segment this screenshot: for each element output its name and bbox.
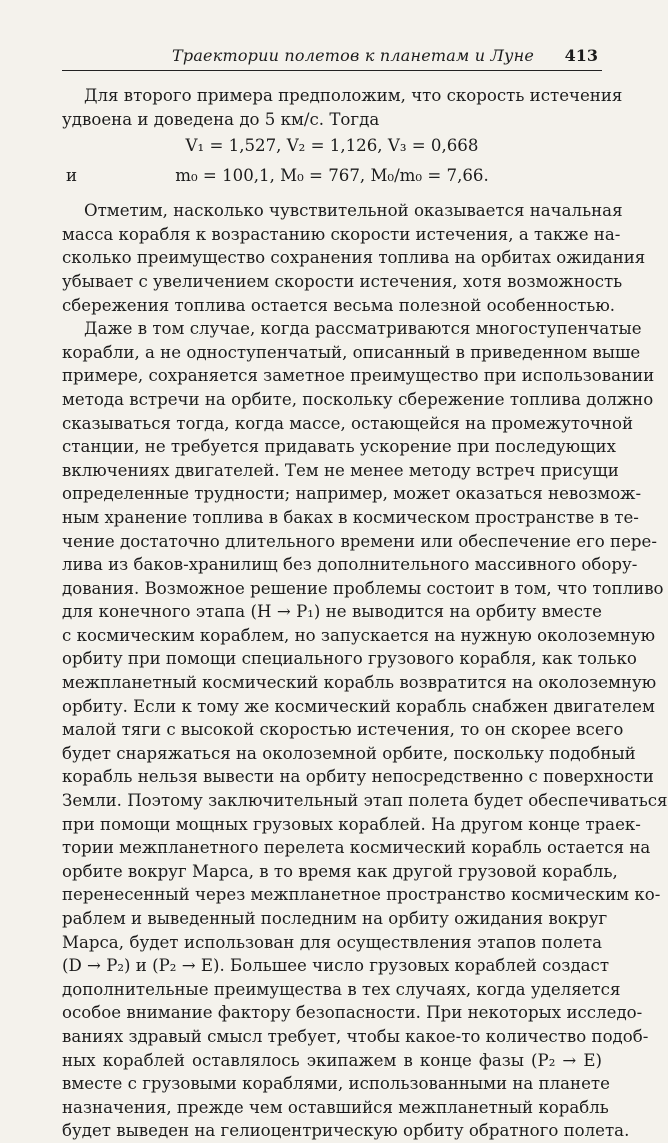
text-line: корабль нельзя вывести на орбиту непосредственно с поверхности (62, 767, 654, 787)
conjunction: и (66, 166, 78, 186)
header-rule (62, 70, 602, 71)
formula-text: V₁ = 1,527, V₂ = 1,126, V₃ = 0,668 (185, 136, 479, 156)
text-line: корабли, а не одноступенчатый, описанный в приведенном выше (62, 342, 641, 362)
running-head (62, 40, 602, 70)
text-line: при помощи мощных грузовых кораблей. На другом конце траек- (62, 814, 641, 834)
text-line: ных кораблей оставлялось экипажем в конце фазы (P₂ → E) (62, 1050, 602, 1070)
text-line: Отметим, насколько чувствительной оказывается начальная (84, 201, 623, 221)
text-line: Земли. Поэтому заключительный этап полета будет обеспечиваться (62, 791, 668, 811)
text-line: вместе с грузовыми кораблями, использованными на планете (62, 1074, 610, 1094)
text-line: межпланетный космический корабль возвратится на околоземную (62, 673, 657, 693)
text-line: Марса, будет использован для осуществления этапов полета (62, 932, 602, 952)
text-line: определенные трудности; например, может оказаться невозмож- (62, 484, 642, 504)
text-line: для конечного этапа (H → P₁) не выводится на орбиту вместе (62, 602, 602, 622)
text-line: станции, не требуется придавать ускорение при последующих (62, 437, 616, 457)
page-number: 413 (564, 46, 598, 65)
formula-text: m₀ = 100,1, M₀ = 767, M₀/m₀ = 7,66. (175, 166, 489, 186)
text-line: дования. Возможное решение проблемы состоит в том, что топливо (62, 578, 664, 598)
paragraph-intro (62, 84, 623, 131)
formula-velocities (62, 131, 602, 161)
text-line: с космическим кораблем, но запускается на нужную околоземную (62, 625, 656, 645)
text-line: малой тяги с высокой скоростью истечения, то он скорее всего (62, 720, 624, 740)
text-line: Даже в том случае, когда рассматриваются многоступенчатые (84, 319, 642, 339)
text-line: особое внимание фактору безопасности. При некоторых исследо- (62, 1003, 643, 1023)
text-line: Для второго примера предположим, что скорость истечения (84, 86, 623, 105)
paragraph-multistage (62, 317, 668, 1143)
running-title: Траектории полетов к планетам и Луне (172, 46, 534, 65)
text-line: тории межпланетного перелета космический корабль остается на (62, 838, 651, 858)
text-line: масса корабля к возрастанию скорости истечения, а также на- (62, 224, 621, 244)
formula-masses (62, 161, 602, 191)
text-line: назначения, прежде чем оставшийся межпланетный корабль (62, 1097, 609, 1117)
text-line: лива из баков-хранилищ без дополнительного массивного обору- (62, 555, 638, 575)
text-line: ным хранение топлива в баках в космическом пространстве в те- (62, 507, 639, 527)
text-line: дополнительные преимущества в тех случаях, когда уделяется (62, 979, 621, 999)
text-line: (D → P₂) и (P₂ → E). Большее число грузовых кораблей создаст (62, 956, 610, 976)
text-line: включениях двигателей. Тем не менее методу встреч присущи (62, 460, 619, 480)
text-line: раблем и выведенный последним на орбиту ожидания вокруг (62, 909, 608, 928)
text-line: сколько преимущество сохранения топлива на орбитах ожидания (62, 248, 646, 268)
text-line: будет снаряжаться на околоземной орбите, поскольку подобный (62, 743, 636, 763)
text-line: чение достаточно длительного времени или обеспечение его пере- (62, 531, 657, 551)
text-line: убывает с увеличением скорости истечения, хотя возможность (62, 271, 623, 291)
text-line: метода встречи на орбите, поскольку сбережение топлива должно (62, 389, 654, 409)
text-line: удвоена и доведена до 5 км/с. Тогда (62, 109, 380, 129)
text-line: перенесенный через межпланетное пространство космическим ко- (62, 885, 661, 905)
text-line: сбережения топлива остается весьма полезной особенностью. (62, 295, 616, 315)
text-line: орбиту. Если к тому же космический корабль снабжен двигателем (62, 696, 655, 716)
text-line: примере, сохраняется заметное преимущество при использовании (62, 366, 655, 386)
text-line: орбите вокруг Марса, в то время как другой грузовой корабль, (62, 861, 618, 881)
text-line: будет выведен на гелиоцентрическую орбиту обратного полета. (62, 1121, 630, 1141)
paragraph-sensitivity (62, 199, 646, 317)
text-line: сказываться тогда, когда массе, остающейся на промежуточной (62, 413, 634, 433)
text-line: ваниях здравый смысл требует, чтобы какое-то количество подоб- (62, 1026, 649, 1046)
text-line: орбиту при помощи специального грузового корабля, как только (62, 649, 637, 669)
page-body (62, 84, 668, 1143)
